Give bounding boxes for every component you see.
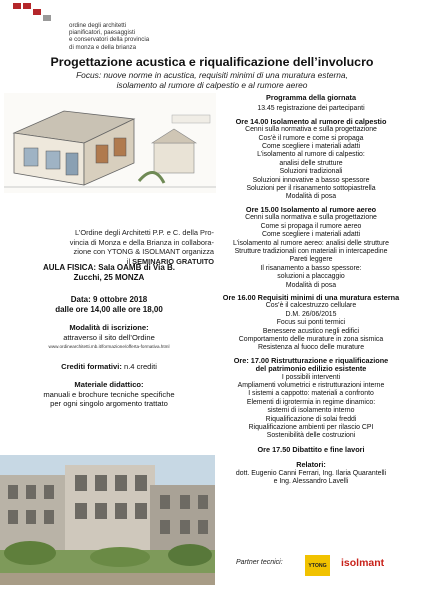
session-line: Come si propaga il rumore aereo: [260, 222, 362, 230]
program-registration: 13.45 registrazione dei partecipanti: [257, 105, 365, 113]
session-line: Modalità di posa: [285, 281, 337, 289]
org-line: e conservatori della provincia: [69, 36, 150, 44]
registration-info: [4, 323, 214, 352]
credits-heading: Crediti formativi:: [61, 362, 122, 371]
program-heading: Programma della giornata: [265, 93, 357, 102]
session-line: Soluzioni tradizionali: [279, 168, 343, 176]
org-line: di monza e della brianza: [69, 43, 137, 51]
materials-heading: Materiale didattico:: [74, 380, 144, 389]
session-line: I possibili interventi: [281, 373, 341, 381]
registration-text: attraverso il sito dell’Ordine: [63, 332, 155, 342]
building-photo: [0, 455, 215, 585]
venue-line: AULA FISICA: Sala OAMB di Via B.: [42, 263, 175, 272]
registration-heading: Modalità di iscrizione:: [69, 323, 149, 332]
materials-line: per ogni singolo argomento trattato: [50, 399, 168, 408]
intro-line: zione con YTONG & ISOLMANT organizza: [73, 247, 214, 256]
intro-prefix: il: [126, 256, 133, 266]
org-line: ordine degli architetti: [69, 22, 127, 29]
session-title: Ore 14.00 Isolamento al rumore di calpestio: [235, 116, 387, 126]
registration-link[interactable]: www.ordinearchitetti.mb.it/formazione/offerta-formativa.html: [48, 344, 170, 349]
program-closing: Ore 17.50 Dibattito e fine lavori: [257, 444, 365, 454]
venue-line: Zucchi, 25 MONZA: [73, 273, 145, 282]
speakers-line: dott. Eugenio Canni Ferrari, Ing. Ilaria Quarantelli: [235, 469, 387, 477]
credits-info: [4, 362, 214, 371]
session-line: Resistenza al fuoco delle murature: [257, 344, 365, 352]
session-line: Benessere acustico negli edifici: [262, 327, 360, 335]
session-line: Cenni sulla normativa e sulla progettazione: [245, 214, 377, 222]
seminar-label: SEMINARIO GRATUITO: [132, 256, 214, 266]
house-sketch-image: [4, 93, 216, 193]
subtitle-line: Focus: nuove norme in acustica, requisiti minimi di una muratura esterna,: [76, 70, 348, 80]
session-line: Riqualificazione ambienti per rilascio CPI: [248, 424, 374, 432]
session-line: Riqualificazione di solai freddi: [265, 415, 357, 423]
program: [201, 94, 421, 486]
session-line: Focus sui ponti termici: [276, 319, 346, 327]
session-title: Ore: 17.00 Ristrutturazione e riqualificazione: [233, 355, 389, 365]
intro-line: vincia di Monza e della Brianza in collabora-: [69, 237, 214, 247]
ytong-logo: YTONG: [305, 555, 330, 576]
materials-info: [4, 380, 214, 409]
partners-label: Partner tecnici:: [236, 559, 283, 566]
event-date: [4, 295, 214, 315]
materials-line: manuali e brochure tecniche specifiche: [43, 389, 175, 399]
session-line: Cos’è il rumore e come si propaga: [258, 134, 364, 142]
org-line: pianificatori, paesaggisti: [69, 29, 136, 37]
session-title: Ore 16.00 Requisiti minimi di una muratura esterna: [222, 292, 400, 302]
session-line: Pareti leggere: [289, 256, 333, 264]
session-line: Cos’è il calcestruzzo cellulare: [265, 302, 357, 310]
speakers-heading: Relatori:: [296, 460, 326, 470]
session-line: Strutture tradizionali con materiali in intercapedine: [234, 247, 388, 255]
session-line: Modalità di posa: [285, 193, 337, 201]
session-line: I sistemi a cappotto: materiali a confronto: [248, 390, 374, 398]
venue: [4, 263, 214, 283]
session-line: Cenni sulla normativa e sulla progettazione: [245, 126, 377, 134]
session-line: Come scegliere i materiali adatti: [261, 143, 361, 151]
session-line: analisi delle strutture: [279, 159, 343, 167]
page-title: Progettazione acustica e riqualificazione dell’involucro: [50, 55, 374, 69]
session-title: del patrimonio edilizio esistente: [255, 364, 367, 374]
page-subtitle: [0, 70, 424, 90]
session-line: Il risanamento a basso spessore:: [260, 264, 362, 272]
subtitle-line: isolamento al rumore di calpestio e al rumore aereo: [116, 80, 308, 90]
session-line: D.M. 26/06/2015: [285, 310, 337, 318]
session-line: Sostenibilità delle costruzioni: [266, 432, 356, 440]
credits-value: n.4 crediti: [121, 362, 157, 371]
session-line: Soluzioni per il risanamento sottopiastrella: [246, 185, 376, 193]
session-line: Comportamento delle murature in zona sismica: [238, 335, 384, 343]
intro-text: [4, 228, 214, 266]
time-line: dalle ore 14,00 alle ore 18,00: [55, 305, 163, 314]
session-line: sistemi di isolamento interno: [267, 407, 355, 415]
date-line: Data: 9 ottobre 2018: [70, 295, 148, 304]
session-line: Ampliamenti volumetrici e ristrutturazioni interne: [237, 382, 385, 389]
intro-line: L’Ordine degli Architetti P.P. e C. della Pro-: [75, 228, 214, 237]
session-line: soluzioni a placcaggio: [277, 273, 345, 281]
session-line: Elementi di igrotermia in regime dinamico:: [246, 398, 376, 406]
session-line: L’isolamento al rumore aereo: analisi delle strutture: [233, 239, 389, 247]
isolmant-logo: isolmant: [341, 557, 385, 569]
speakers-line: e Ing. Alessandro Lavelli: [273, 478, 349, 486]
org-name: [69, 22, 189, 51]
session-title: Ore 15.00 Isolamento al rumore aereo: [245, 204, 377, 214]
logo-mark: [13, 3, 53, 23]
session-line: L’isolamento al rumore di calpestio:: [257, 151, 365, 159]
session-line: Come scegliere i materiali adatti: [261, 231, 361, 239]
session-line: Soluzioni innovative a basso spessore: [252, 176, 370, 184]
